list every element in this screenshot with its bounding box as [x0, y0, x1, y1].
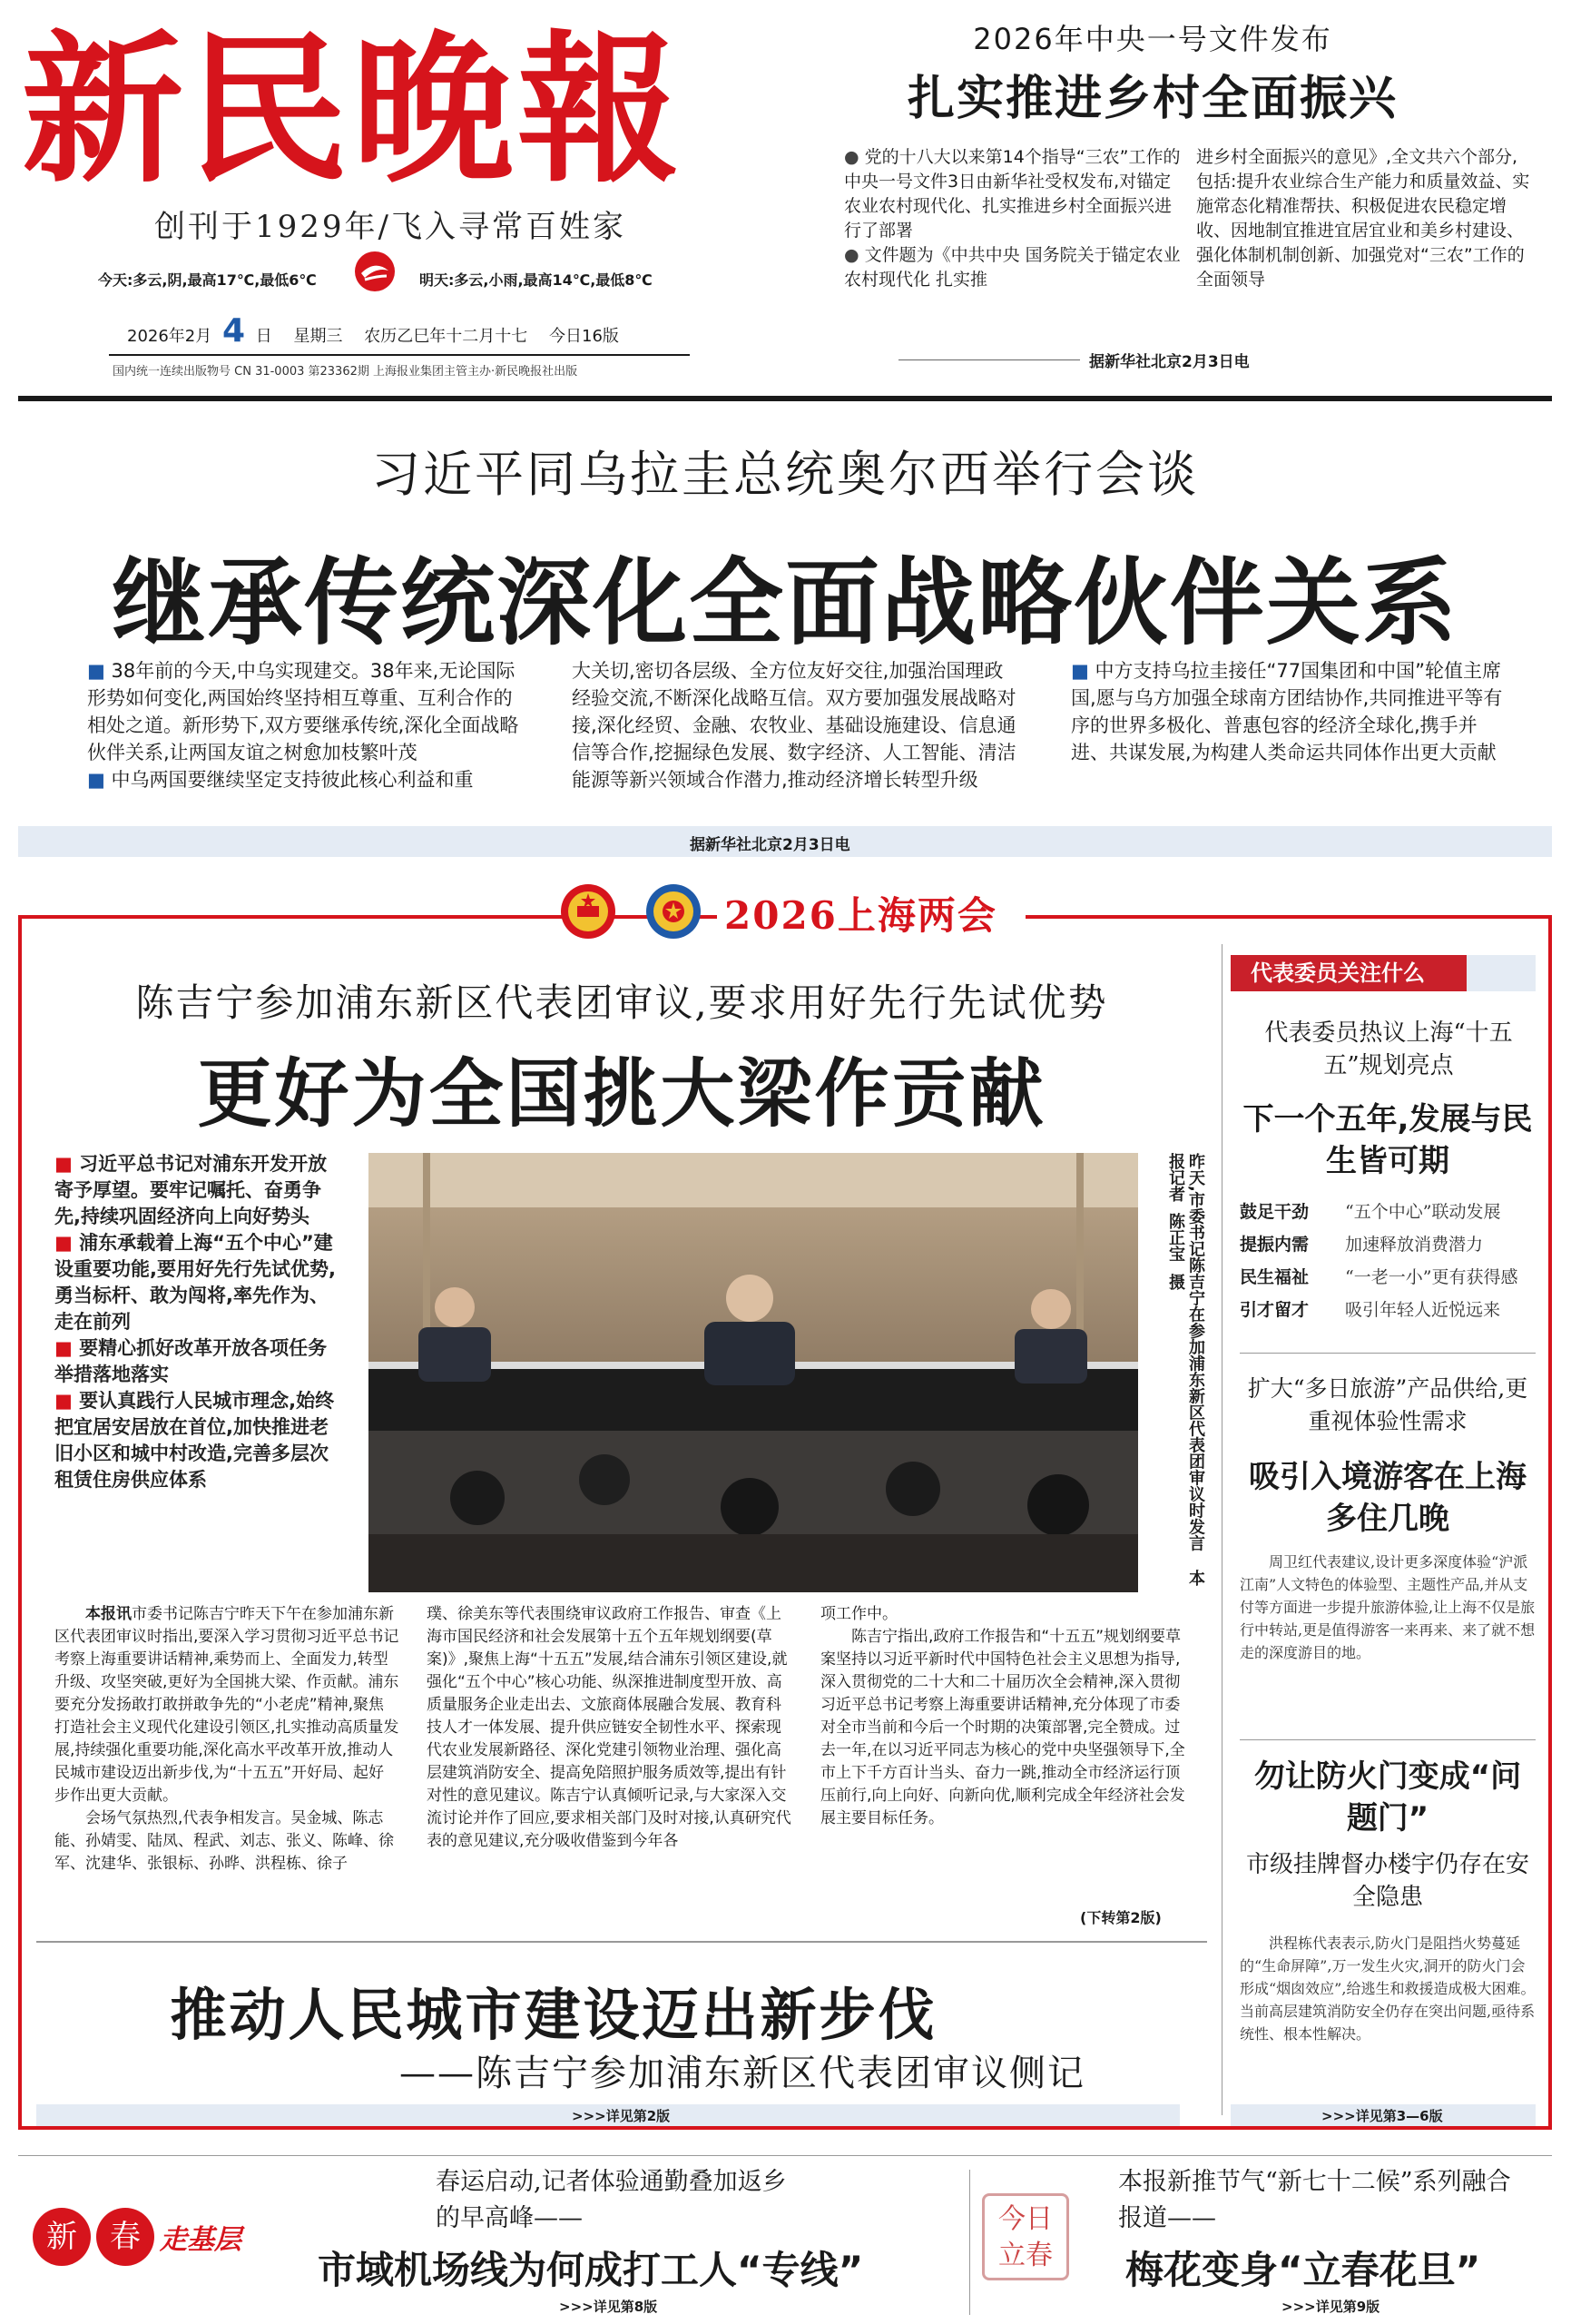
newspaper-emblem-icon: [352, 249, 398, 294]
sidebar-block2-kicker: 扩大“多日旅游”产品供给,更重视体验性需求: [1247, 1375, 1528, 1434]
body-para: [54, 1603, 399, 1807]
lead-story-source: 据新华社北京2月3日电: [690, 836, 850, 854]
sidebar-block1-list: [1240, 1198, 1536, 1329]
main-body-col2: [427, 1603, 795, 1853]
sidebar-list-key: 鼓足干劲: [1240, 1202, 1310, 1222]
masthead-slogan: 创刊于1929年/飞入寻常百姓家: [154, 209, 626, 245]
weather-today: 今天:多云,阴,最高17℃,最低6℃: [98, 271, 317, 289]
sidebar-list-item: [1240, 1198, 1536, 1231]
sub-feature-page-ref: >>>详见第2版: [572, 2108, 671, 2124]
sidebar-list-item: [1240, 1296, 1536, 1329]
page-count: 今日16版: [549, 327, 619, 346]
body-para: 项工作中。: [820, 1605, 898, 1623]
photo-credit-suffix: 摄: [1166, 1273, 1185, 1290]
main-feature-title: 更好为全国挑大梁作贡献: [197, 1050, 1046, 1137]
issue-date-line: [127, 312, 708, 349]
body-para: 会场气氛热烈,代表争相发言。吴金城、陈志能、孙婧雯、陆凤、程武、刘志、张义、陈峰、徐军、沈建华、张银标、孙晔、洪程栋、徐子: [54, 1809, 394, 1873]
publication-info: 国内统一连续出版物号 CN 31-0003 第23362期 上海报业集团主管主办·新民晚报社出版: [113, 365, 578, 379]
summary-point: ■ 浦东承载着上海“五个中心”建设重要功能,要用好先行先试优势,勇当标杆、敢为闯将,率先作为、走在前列: [54, 1230, 341, 1335]
sidebar-ref-banner: [1231, 2104, 1536, 2126]
sidebar-list-key: 民生福祉: [1240, 1267, 1310, 1287]
top-story-para: ● 党的十八大以来第14个指导“三农”工作的中央一号文件3日由新华社受权发布,对锚定农业农村现代化、扎实推进乡村全面振兴进行了部署: [844, 145, 1182, 243]
solar-term-stamp: [982, 2193, 1069, 2280]
sidebar-block1-kicker: 代表委员热议上海“十五五”规划亮点: [1264, 1019, 1513, 1079]
top-story-source: 据新华社北京2月3日电: [1089, 353, 1250, 371]
top-story-para: 进乡村全面振兴的意见》,全文共六个部分,包括:提升农业综合生产能力和质量效益、实施常态化精准帮扶、积极促进农民稳定增收、因地制宜推进宜居宜业和美乡村建设、强化体制机制创新、加强党对“三农”工作的全面领导: [1196, 147, 1530, 290]
lead-story-col2: [572, 657, 1018, 793]
stamp-bottom: 立春: [998, 2240, 1053, 2271]
section-title: 2026上海两会: [717, 886, 1026, 940]
continued-note: (下转第2版): [1080, 1909, 1162, 1926]
badge-circle: 春: [96, 2208, 154, 2266]
badge-circle: 新: [33, 2208, 91, 2266]
main-body-col3: [820, 1603, 1189, 1830]
badge-text: 走基层: [160, 2224, 241, 2256]
sidebar-page-ref: >>>详见第3—6版: [1321, 2108, 1443, 2124]
cppcc-emblem-icon: [644, 882, 702, 940]
top-story-source-rule: [898, 359, 1080, 360]
sidebar-header-label: 代表委员关注什么: [1231, 955, 1467, 991]
date-prefix: 2026年2月: [127, 327, 212, 346]
main-feature-summary: [54, 1151, 341, 1493]
sidebar-list-item: [1240, 1231, 1536, 1264]
main-body-col1: [54, 1603, 399, 1876]
sidebar-block3-title: 勿让防火门变成“问题门”: [1253, 1758, 1522, 1837]
lead-story-para: ■ 中方支持乌拉圭接任“77国集团和中国”轮值主席国,愿与乌方加强全球南方团结协作,共同推进平等有序的世界多极化、普惠包容的经济全球化,携手并进、共谋发展,为构建人类命运共同体作出更大贡献: [1071, 657, 1514, 766]
main-feature-kicker: 陈吉宁参加浦东新区代表团审议,要求用好先行先试优势: [135, 980, 1108, 1025]
top-story-title: 扎实推进乡村全面振兴: [907, 71, 1398, 126]
sidebar-header: [1231, 955, 1536, 991]
lead-story-kicker: 习近平同乌拉圭总统奥尔西举行会谈: [371, 446, 1199, 503]
date-suffix: 日: [255, 327, 272, 346]
lead-story-col1: [87, 657, 521, 793]
weather-tomorrow: 明天:多云,小雨,最高14℃,最低8℃: [419, 271, 653, 289]
sub-feature-subtitle: ——陈吉宁参加浦东新区代表团审议侧记: [399, 2053, 1085, 2094]
footer-divider: [969, 2170, 970, 2315]
photo-caption-text: 昨天,市委书记陈吉宁在参加浦东新区代表团审议时发言: [1186, 1153, 1205, 1551]
photo-caption: [1147, 1153, 1205, 1592]
lead-story-para: ■ 中乌两国要继续坚定支持彼此核心利益和重: [87, 766, 521, 793]
photo-credit-name: 陈正宝: [1166, 1213, 1185, 1263]
masthead-rule: [109, 354, 690, 356]
sidebar-rule: [1240, 1739, 1536, 1740]
date-day: 4: [222, 312, 246, 350]
sidebar-list-value: 吸引年轻人近悦远来: [1345, 1300, 1501, 1320]
summary-point: ■ 要精心抓好改革开放各项任务举措落地落实: [54, 1335, 341, 1388]
footer-top-rule: [18, 2155, 1552, 2156]
body-para: 陈吉宁指出,政府工作报告和“十五五”规划纲要草案坚持以习近平新时代中国特色社会主义思想为指导,深入贯彻党的二十大和二十届历次全会精神,深入贯彻习近平总书记考察上海重要讲话精神,充分体现了市委对全市当前和今后一个时期的决策部署,完全赞成。过去一年,在以习近平同志为核心的党中央坚强领导下,全市上下千方百计当头、奋力一跳,推动全市经济运行顶压前行,向上向好、向新向优,顺利完成全年经济社会发展主要目标任务。: [820, 1628, 1185, 1827]
sub-feature-title: 推动人民城市建设迈出新步伐: [170, 1982, 938, 2048]
lead-story-para: ■ 38年前的今天,中乌实现建交。38年来,无论国际形势如何变化,两国始终坚持相互尊重、互利合作的相处之道。新形势下,双方要继承传统,深化全面战略伙伴关系,让两国友谊之树愈加枝繁叶茂: [87, 657, 521, 766]
lunar-date: 农历乙巳年十二月十七: [364, 327, 528, 346]
sidebar-list-key: 提振内需: [1240, 1235, 1310, 1255]
summary-point: ■ 习近平总书记对浦东开发开放寄予厚望。要牢记嘱托、奋勇争先,持续巩固经济向上向好势头: [54, 1151, 341, 1230]
footer-right-title: 梅花变身“立春花旦”: [1125, 2248, 1481, 2292]
lead-story-col3: [1071, 657, 1514, 766]
sub-feature-rule: [36, 1941, 1207, 1943]
sub-feature-ref-banner: [36, 2104, 1180, 2126]
sidebar-list-item: [1240, 1264, 1536, 1296]
masthead-bottom-rule: [18, 396, 1552, 401]
sidebar-list-key: 引才留才: [1240, 1300, 1310, 1320]
photo-credit-label: 本报记者: [1166, 1153, 1205, 1587]
top-story-para: ● 文件题为《中共中央 国务院关于锚定农业农村现代化 扎实推: [844, 243, 1182, 292]
lead-story-para: 大关切,密切各层级、全方位友好交往,加强治国理政经验交流,不断深化战略互信。双方要加强发展战略对接,深化经贸、金融、农牧业、基础设施建设、信息通信等合作,挖掘绿色发展、数字经济、人工智能、清洁能源等新兴领域合作潜力,推动经济增长转型升级: [572, 660, 1016, 791]
sidebar-list-value: 加速释放消费潜力: [1345, 1235, 1484, 1255]
sidebar-rule: [1240, 1353, 1536, 1354]
footer-left-page-ref: >>>详见第8版: [559, 2299, 658, 2315]
national-emblem-icon: [559, 882, 617, 940]
masthead-logo: 新民晚報: [22, 15, 682, 204]
footer-right-kicker: 本报新推节气“新七十二候”系列融合报道——: [1118, 2168, 1511, 2232]
footer-left-kicker: 春运启动,记者体验通勤叠加返乡的早高峰——: [436, 2168, 787, 2232]
new-spring-badge: [33, 2204, 241, 2271]
top-story-col2: [1196, 145, 1534, 292]
top-story-col1: [844, 145, 1182, 292]
sidebar-block3-body: 洪程栋代表表示,防火门是阻挡火势蔓延的“生命屏障”,万一发生火灾,洞开的防火门会形成“烟囱效应”,给逃生和救援造成极大困难。当前高层建筑消防安全仍存在突出问题,亟待系统性、根本性解决。: [1240, 1935, 1536, 2043]
footer-right-page-ref: >>>详见第9版: [1281, 2299, 1380, 2315]
sidebar-block2-title: 吸引入境游客在上海多住几晚: [1249, 1459, 1527, 1537]
top-story-kicker: 2026年中央一号文件发布: [973, 22, 1332, 56]
news-photo: [368, 1153, 1138, 1592]
sidebar-block1-title: 下一个五年,发展与民生皆可期: [1242, 1101, 1533, 1179]
sidebar-list-value: “五个中心”联动发展: [1345, 1202, 1501, 1222]
sidebar-block2-body: 周卫红代表建议,设计更多深度体验“沪派江南”人文特色的体验型、主题性产品,并从支付等方面进一步提升旅游体验,让上海不仅是旅行中转站,更是值得游客一来再来、来了就不想走的深度游目的地。: [1240, 1553, 1536, 1661]
lead-story-title: 继承传统深化全面战略伙伴关系: [111, 547, 1458, 658]
body-text: 市委书记陈吉宁昨天下午在参加浦东新区代表团审议时指出,要深入学习贯彻习近平总书记考察上海重要讲话精神,乘势而上、全面发力,转型升级、攻坚突破,更好为全国挑大梁、作贡献。浦东要充分发扬敢打敢拼敢争先的“小老虎”精神,聚焦打造社会主义现代化建设引领区,扎实推动高质量发展,持续强化重要功能,深化高水平改革开放,推动人民城市建设迈出新步伐,为“十五五”开好局、起好步作出更大贡献。: [54, 1605, 399, 1805]
weekday: 星期三: [293, 327, 343, 346]
body-para: 璞、徐美东等代表围绕审议政府工作报告、审查《上海市国民经济和社会发展第十五个五年规划纲要(草案)》,聚焦上海“十五五”发展,结合浦东引领区建设,就强化“五个中心”核心功能、纵深推进制度型开放、高质量服务企业走出去、文旅商体展融合发展、教育科技人才一体发展、提升供应链安全韧性水平、探索现代农业发展新路径、深化党建引领物业治理、强化高层建筑消防安全、提高免陪照护服务质效等,提出有针对性的意见建议。陈吉宁认真倾听记录,与大家深入交流讨论并作了回应,要求相关部门及时对接,认真研究代表的意见建议,充分吸收借鉴到今年各: [427, 1605, 791, 1850]
sidebar-list-value: “一老一小”更有获得感: [1345, 1267, 1518, 1287]
stamp-top: 今日: [998, 2203, 1053, 2235]
footer-left-title: 市域机场线为何成打工人“专线”: [318, 2248, 864, 2292]
sidebar-block3-kicker: 市级挂牌督办楼宇仍存在安全隐患: [1245, 1851, 1529, 1911]
body-lead: 本报讯: [85, 1605, 132, 1623]
summary-point: ■ 要认真践行人民城市理念,始终把宜居安居放在首位,加快推进老旧小区和城中村改造,完善多层次租赁住房供应体系: [54, 1388, 341, 1493]
lead-story-source-banner: [18, 826, 1552, 857]
